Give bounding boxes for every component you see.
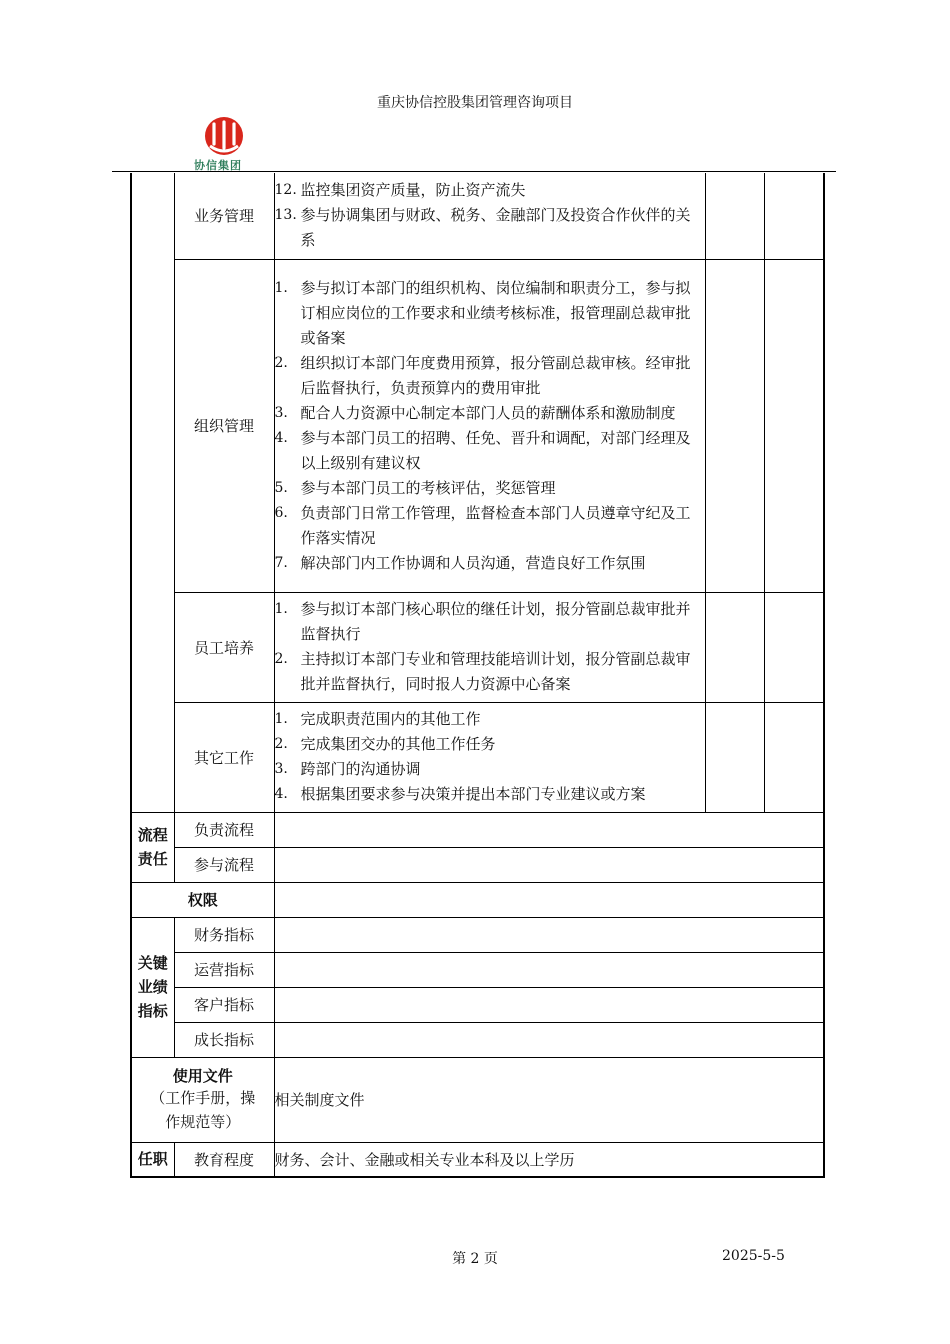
item-text: 参与协调集团与财政、税务、金融部门及投资合作伙伴的关系: [300, 206, 691, 250]
duty-item: [275, 426, 705, 476]
item-number: 3.: [274, 404, 288, 421]
empty-cell: [705, 592, 764, 702]
empty-cell: [764, 592, 824, 702]
kpi-category: [131, 917, 174, 1057]
item-text: 完成职责范围内的其他工作: [300, 710, 481, 728]
empty-cell: [705, 702, 764, 812]
duty-category-cell: [131, 173, 174, 812]
item-text: 配合人力资源中心制定本部门人员的薪酬体系和激励制度: [300, 403, 676, 422]
duty-items: [274, 259, 705, 592]
process-value: [274, 812, 824, 847]
item-text: 完成集团交办的其他工作任务: [300, 735, 496, 753]
item-text: 主持拟订本部门专业和管理技能培训计划，报分管副总裁审批并监督执行，同时报人力资源中心备案: [300, 650, 691, 693]
job-description-table: [130, 173, 825, 1178]
process-row-responsible: [131, 812, 824, 847]
qualification-row: [131, 1142, 824, 1177]
duty-item: [275, 476, 705, 501]
qualification-value: 财务、会计、金融或相关专业本科及以上学历: [274, 1142, 824, 1177]
duty-item: [275, 551, 705, 576]
process-row-participate: [131, 847, 824, 882]
process-label: 参与流程: [174, 847, 274, 882]
duty-item: [275, 351, 705, 401]
category-line: 流程: [137, 826, 168, 844]
item-number: 4.: [274, 429, 288, 446]
logo-text: 协信集团: [194, 159, 242, 172]
duty-item: [275, 178, 705, 203]
files-subtitle: （工作手册，操: [150, 1089, 256, 1107]
item-text: 参与拟订本部门核心职位的继任计划，报分管副总裁审批并监督执行: [300, 600, 691, 643]
category-line: 责任: [137, 850, 168, 868]
category-line: 业绩: [137, 978, 168, 996]
item-number: 1.: [274, 601, 288, 617]
empty-cell: [705, 259, 764, 592]
authority-label: 权限: [131, 882, 274, 917]
process-category: [131, 812, 174, 882]
item-text: 参与本部门员工的招聘、任免、晋升和调配，对部门经理及以上级别有建议权: [300, 428, 691, 472]
authority-row: [131, 882, 824, 917]
item-number: 2.: [274, 354, 288, 371]
files-label: [131, 1057, 274, 1142]
category-line: 关键: [137, 954, 168, 972]
duty-item: [275, 501, 705, 551]
duty-label: 员工培养: [174, 592, 274, 702]
item-text: 参与拟订本部门的组织机构、岗位编制和职责分工，参与拟订相应岗位的工作要求和业绩考核标准，报管理副总裁审批或备案: [300, 278, 691, 347]
item-number: 12.: [274, 182, 297, 199]
item-text: 解决部门内工作协调和人员沟通，营造良好工作氛围: [300, 553, 646, 572]
category-line: 指标: [137, 1002, 168, 1020]
kpi-row-operation: [131, 952, 824, 987]
duty-items: [274, 702, 705, 812]
kpi-value: [274, 987, 824, 1022]
duty-label: 其它工作: [174, 702, 274, 812]
header-title: 重庆协信控股集团管理咨询项目: [377, 95, 573, 111]
item-number: 2.: [274, 651, 288, 667]
duty-item: [275, 782, 705, 807]
duty-item: [275, 732, 705, 757]
item-text: 组织拟订本部门年度费用预算，报分管副总裁审核。经审批后监督执行，负责预算内的费用审批: [300, 353, 691, 397]
kpi-label: 运营指标: [174, 952, 274, 987]
kpi-value: [274, 1022, 824, 1057]
process-value: [274, 847, 824, 882]
kpi-label: 财务指标: [174, 917, 274, 952]
item-text: 负责部门日常工作管理，监督检查本部门人员遵章守纪及工作落实情况: [300, 503, 691, 547]
duty-item: [275, 597, 705, 647]
empty-cell: [764, 702, 824, 812]
kpi-value: [274, 952, 824, 987]
duty-item: [275, 757, 705, 782]
item-number: 1.: [274, 711, 288, 727]
item-number: 7.: [274, 554, 288, 571]
item-text: 参与本部门员工的考核评估，奖惩管理: [300, 478, 556, 497]
item-number: 1.: [274, 279, 288, 296]
item-text: 根据集团要求参与决策并提出本部门专业建议或方案: [300, 785, 646, 803]
item-number: 4.: [274, 786, 288, 802]
duty-row-training: [131, 592, 824, 702]
empty-cell: [764, 173, 824, 259]
item-number: 6.: [274, 504, 288, 521]
item-text: 跨部门的沟通协调: [300, 760, 421, 778]
duty-items: [274, 592, 705, 702]
item-number: 3.: [274, 761, 288, 777]
qualification-category: 任职: [131, 1142, 174, 1177]
kpi-row-growth: [131, 1022, 824, 1057]
item-number: 5.: [274, 479, 288, 496]
kpi-row-finance: [131, 917, 824, 952]
kpi-label: 成长指标: [174, 1022, 274, 1057]
duty-item: [275, 647, 705, 697]
item-number: 13.: [274, 207, 297, 224]
duty-item: [275, 203, 705, 253]
authority-value: [274, 882, 824, 917]
duty-item: [275, 276, 705, 351]
kpi-label: 客户指标: [174, 987, 274, 1022]
files-subtitle: 作规范等）: [165, 1113, 241, 1131]
item-text: 监控集团资产质量，防止资产流失: [300, 181, 526, 200]
empty-cell: [764, 259, 824, 592]
page-number: 第 2 页: [452, 1251, 498, 1267]
empty-cell: [705, 173, 764, 259]
files-title: 使用文件: [172, 1067, 233, 1085]
footer-date: 2025-5-5: [722, 1248, 785, 1264]
files-value: 相关制度文件: [274, 1057, 824, 1142]
duty-label: 组织管理: [174, 259, 274, 592]
duty-label: 业务管理: [174, 173, 274, 259]
duty-item: [275, 401, 705, 426]
kpi-value: [274, 917, 824, 952]
process-label: 负责流程: [174, 812, 274, 847]
kpi-row-customer: [131, 987, 824, 1022]
duty-row-organization: [131, 259, 824, 592]
duty-items: [274, 173, 705, 259]
duty-row-other: [131, 702, 824, 812]
qualification-label: 教育程度: [174, 1142, 274, 1177]
item-number: 2.: [274, 736, 288, 752]
header-divider: [112, 171, 836, 172]
files-row: [131, 1057, 824, 1142]
duty-row-business: [131, 173, 824, 259]
duty-item: [275, 707, 705, 732]
